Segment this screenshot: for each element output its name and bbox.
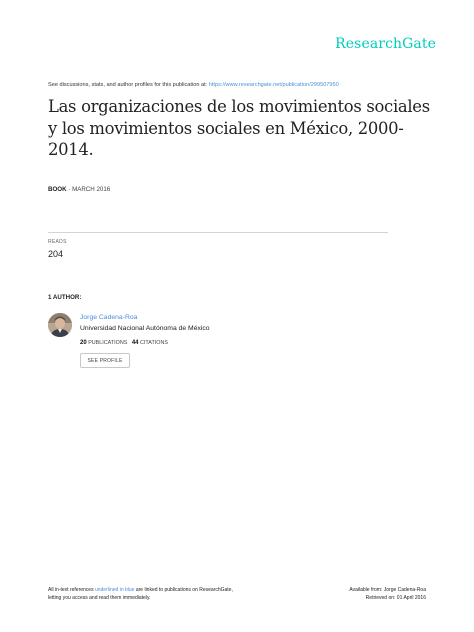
publication-meta: [48, 186, 110, 193]
publications-count: 20: [80, 340, 87, 346]
publication-date: MARCH 2016: [72, 186, 111, 193]
citations-count: 44: [131, 340, 139, 346]
see-profile-button[interactable]: SEE PROFILE: [80, 353, 130, 368]
available-from: Available from: Jorge Cadena-Roa: [349, 587, 426, 593]
footer-left-prefix: All in-text references: [48, 587, 95, 593]
discussion-text: See discussions, stats, and author profiles for this publication at:: [48, 82, 209, 88]
retrieved-on: Retrieved on: 01 April 2016: [365, 594, 426, 601]
divider: [48, 232, 388, 233]
researchgate-logo[interactable]: ResearchGate: [335, 36, 436, 52]
reads-label: READS: [48, 239, 67, 245]
footer-left-line2: letting you access and read them immediately.: [48, 594, 151, 601]
footer-note: [48, 587, 233, 602]
publication-type: BOOK: [48, 186, 67, 193]
publication-title: Las organizaciones de los movimientos sociales y los movimientos sociales en México, 2000-2014.: [48, 97, 430, 159]
meta-separator: ·: [66, 186, 73, 193]
publication-link[interactable]: https://www.researchgate.net/publication/299507950: [208, 82, 339, 88]
author-name-link[interactable]: Jorge Cadena-Roa: [80, 314, 138, 321]
discussion-notice: [48, 82, 448, 88]
footer-left-suffix: are linked to publications on ResearchGate,: [134, 587, 233, 593]
reads-count: 204: [48, 249, 64, 259]
footer-underlined-link[interactable]: underlined in blue: [94, 587, 135, 593]
author-avatar[interactable]: [48, 313, 72, 337]
author-photo-icon: [48, 313, 72, 337]
author-stats: [80, 340, 168, 346]
publications-label: PUBLICATIONS: [88, 340, 128, 346]
citations-label: CITATIONS: [140, 340, 168, 346]
authors-heading: 1 AUTHOR:: [48, 294, 82, 301]
footer-availability: [349, 587, 426, 602]
author-institution: Universidad Nacional Autónoma de México: [80, 325, 210, 332]
